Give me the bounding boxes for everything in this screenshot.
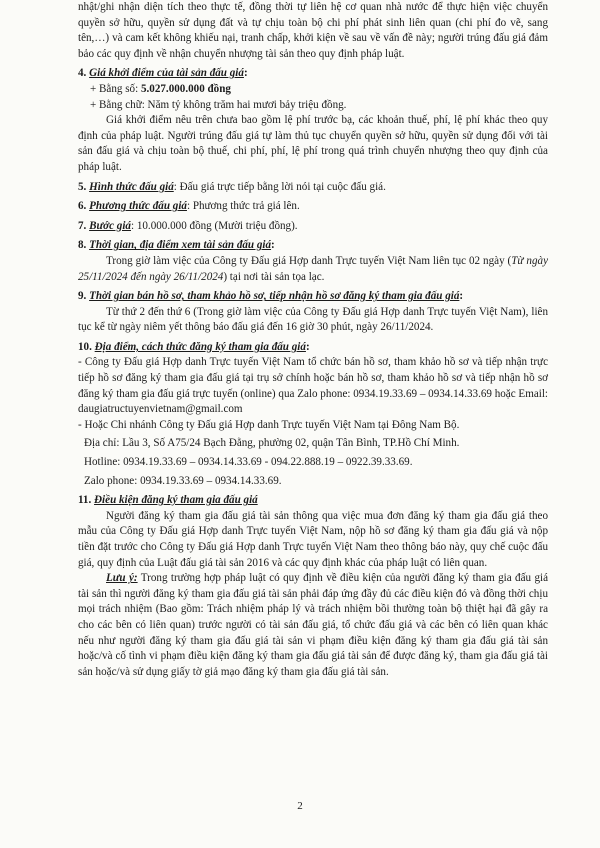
section-11-note-text: Trong trường hợp pháp luật có quy định về điều kiện của người đăng ký tham gia đấu giá tài sản thì người đăng ký tham gia đấu giá tài sản phải đáp ứng đầy đủ các điều kiện đó và đồng thời chịu mọi trách nhiệm (Bao gồm: Trách nhiệm pháp lý và trách nhiệm bồi thường toàn bộ thiệt hại đã gây ra cho các bên có liên quan) trước người có tài sản đấu giá, tổ chức đấu giá và các bên có liên quan khác nếu như người đăng ký tham gia đấu giá tài sản vi phạm điều kiện đăng ký tham gia đấu giá tài sản hoặc/và cố tình vi phạm điều kiện đăng ký tham gia đấu giá tài sản để được đăng ký, tham gia đấu giá tài sản hoặc/và sử dụng giấy tờ giả mạo đăng ký tham gia đấu giá tài sản. <box>78 572 548 678</box>
branch-hotline: Hotline: 0934.19.33.69 – 0934.14.33.69 - 094.22.888.19 – 0922.39.33.69. <box>84 456 413 469</box>
starting-price-number-prefix: + Bằng số: <box>90 82 141 95</box>
section-9-title: Thời gian bán hồ sơ, tham khảo hồ sơ, tiếp nhận hồ sơ đăng ký tham gia đấu giá <box>89 290 460 303</box>
section-10-heading <box>78 340 548 356</box>
intro-continuation: nhật/ghi nhận diện tích theo thực tế, đồng thời tự liên hệ cơ quan nhà nước để thực hiện việc chuyển quyền sở hữu, quyền sử dụng đất và tự chịu toàn bộ chi phí phát sinh liên quan (chi phí đo vẽ, sang tên,…) và cam kết không khiếu nại, tranh chấp, khởi kiện về sau về vấn đề này; người trúng đấu giá đảm bảo các quy định về nhận chuyển nhượng tài sản theo quy định pháp luật. <box>78 1 548 60</box>
section-5 <box>78 180 548 196</box>
section-8-title: Thời gian, địa điểm xem tài sản đấu giá <box>89 239 272 252</box>
section-11-heading <box>78 493 548 509</box>
section-4-heading <box>78 66 548 82</box>
section-11-title: Điều kiện đăng ký tham gia đấu giá <box>94 494 258 507</box>
starting-price-words: + Bằng chữ: Năm tỷ không trăm hai mươi bảy triệu đồng. <box>90 98 347 111</box>
section-10-title: Địa điểm, cách thức đăng ký tham gia đấu giá <box>94 340 306 353</box>
section-7-title: Bước giá <box>89 219 131 232</box>
section-10-item-2: - Hoặc Chi nhánh Công ty Đấu giá Hợp danh Trực tuyến Việt Nam tại Đông Nam Bộ. <box>78 418 460 431</box>
document-body <box>78 0 548 680</box>
section-8-dates: Từ ngày 25/11/2024 đến ngày 26/11/2024 <box>78 254 548 283</box>
section-5-number: 5. <box>78 180 87 193</box>
section-4-number: 4. <box>78 67 87 80</box>
starting-price-number-value: 5.027.000.000 đồng <box>140 82 231 95</box>
section-4-colon: : <box>243 67 248 80</box>
section-10-colon: : <box>305 340 310 353</box>
section-6 <box>78 199 548 215</box>
section-7 <box>78 219 548 235</box>
section-4-title: Giá khởi điểm của tài sản đấu giá <box>89 67 244 80</box>
page-number: 2 <box>297 800 303 812</box>
branch-zalo: Zalo phone: 0934.19.33.69 – 0934.14.33.69. <box>84 474 282 487</box>
section-10-number: 10. <box>78 340 92 353</box>
section-9-colon: : <box>459 290 464 303</box>
starting-price-number <box>78 82 548 98</box>
section-9-heading <box>78 289 548 305</box>
section-8-number: 8. <box>78 239 87 252</box>
section-8-text <box>78 254 548 285</box>
section-9-number: 9. <box>78 290 87 303</box>
branch-address: Địa chỉ: Lầu 3, Số A75/24 Bạch Đằng, phường 02, quận Tân Bình, TP.Hồ Chí Minh. <box>84 437 460 450</box>
section-6-number: 6. <box>78 200 87 213</box>
section-5-title: Hình thức đấu giá <box>89 180 174 193</box>
section-7-number: 7. <box>78 219 87 232</box>
section-8-text-after: ) tại nơi tài sản tọa lạc. <box>223 270 325 283</box>
section-7-text: : 10.000.000 đồng (Mười triệu đồng). <box>130 219 298 232</box>
section-8-heading <box>78 238 548 254</box>
section-6-title: Phương thức đấu giá <box>89 200 187 213</box>
section-11-text: Người đăng ký tham gia đấu giá tài sản thông qua việc mua đơn đăng ký tham gia đấu giá theo mẫu của Công ty Đấu giá Hợp danh Trực tuyến Việt Nam, nộp hồ sơ đăng ký tham gia đấu giá và nộp tiền đặt trước cho Công ty Đấu giá Hợp danh Trực tuyến Việt Nam theo thông báo này, quy chế cuộc đấu giá, quy định của Luật đấu giá tài sản 2016 và các quy định khác của pháp luật có liên quan. <box>78 509 548 569</box>
section-8-text-before: Trong giờ làm việc của Công ty Đấu giá Hợp danh Trực tuyến Việt Nam liên tục 02 ngày ( <box>106 254 512 267</box>
section-11-note-label: Lưu ý: <box>106 572 138 585</box>
section-11-note <box>78 571 548 680</box>
section-6-text: : Phương thức trả giá lên. <box>186 200 300 213</box>
section-9-text: Từ thứ 2 đến thứ 6 (Trong giờ làm việc của Công ty Đấu giá Hợp danh Trực tuyến Việt Nam), liên tục kể từ ngày niêm yết thông báo đấu giá đến 16 giờ 30 phút, ngày 26/11/2024. <box>78 305 548 334</box>
section-10-item-1: - Công ty Đấu giá Hợp danh Trực tuyến Việt Nam tổ chức bán hồ sơ, tham khảo hồ sơ và tiếp nhận trực tiếp hồ sơ đăng ký tham gia đấu giá tại trụ sở chính hoặc bán hồ sơ, tham khảo hồ sơ và tiếp nhận hồ sơ đăng ký tham gia đấu giá trực tuyến (online) qua Zalo phone: 0934.19.33.69 – 0934.14.33.69 hoặc Email: daugiatructuyenvietnam@gmail.com <box>78 356 549 416</box>
section-11-number: 11. <box>78 494 92 507</box>
section-5-text: : Đấu giá trực tiếp bằng lời nói tại cuộc đấu giá. <box>173 180 386 193</box>
starting-price-note: Giá khởi điểm nêu trên chưa bao gồm lệ phí trước bạ, các khoản thuế, phí, lệ phí khác theo quy định của pháp luật. Người trúng đấu giá tự làm thủ tục chuyển quyền sở hữu, quyền sử dụng đối với tài sản đấu giá và chịu toàn bộ thuế, chi phí, phí, lệ phí trong quá trình chuyển nhượng theo quy định của pháp luật. <box>78 114 548 173</box>
section-8-colon: : <box>271 239 275 252</box>
